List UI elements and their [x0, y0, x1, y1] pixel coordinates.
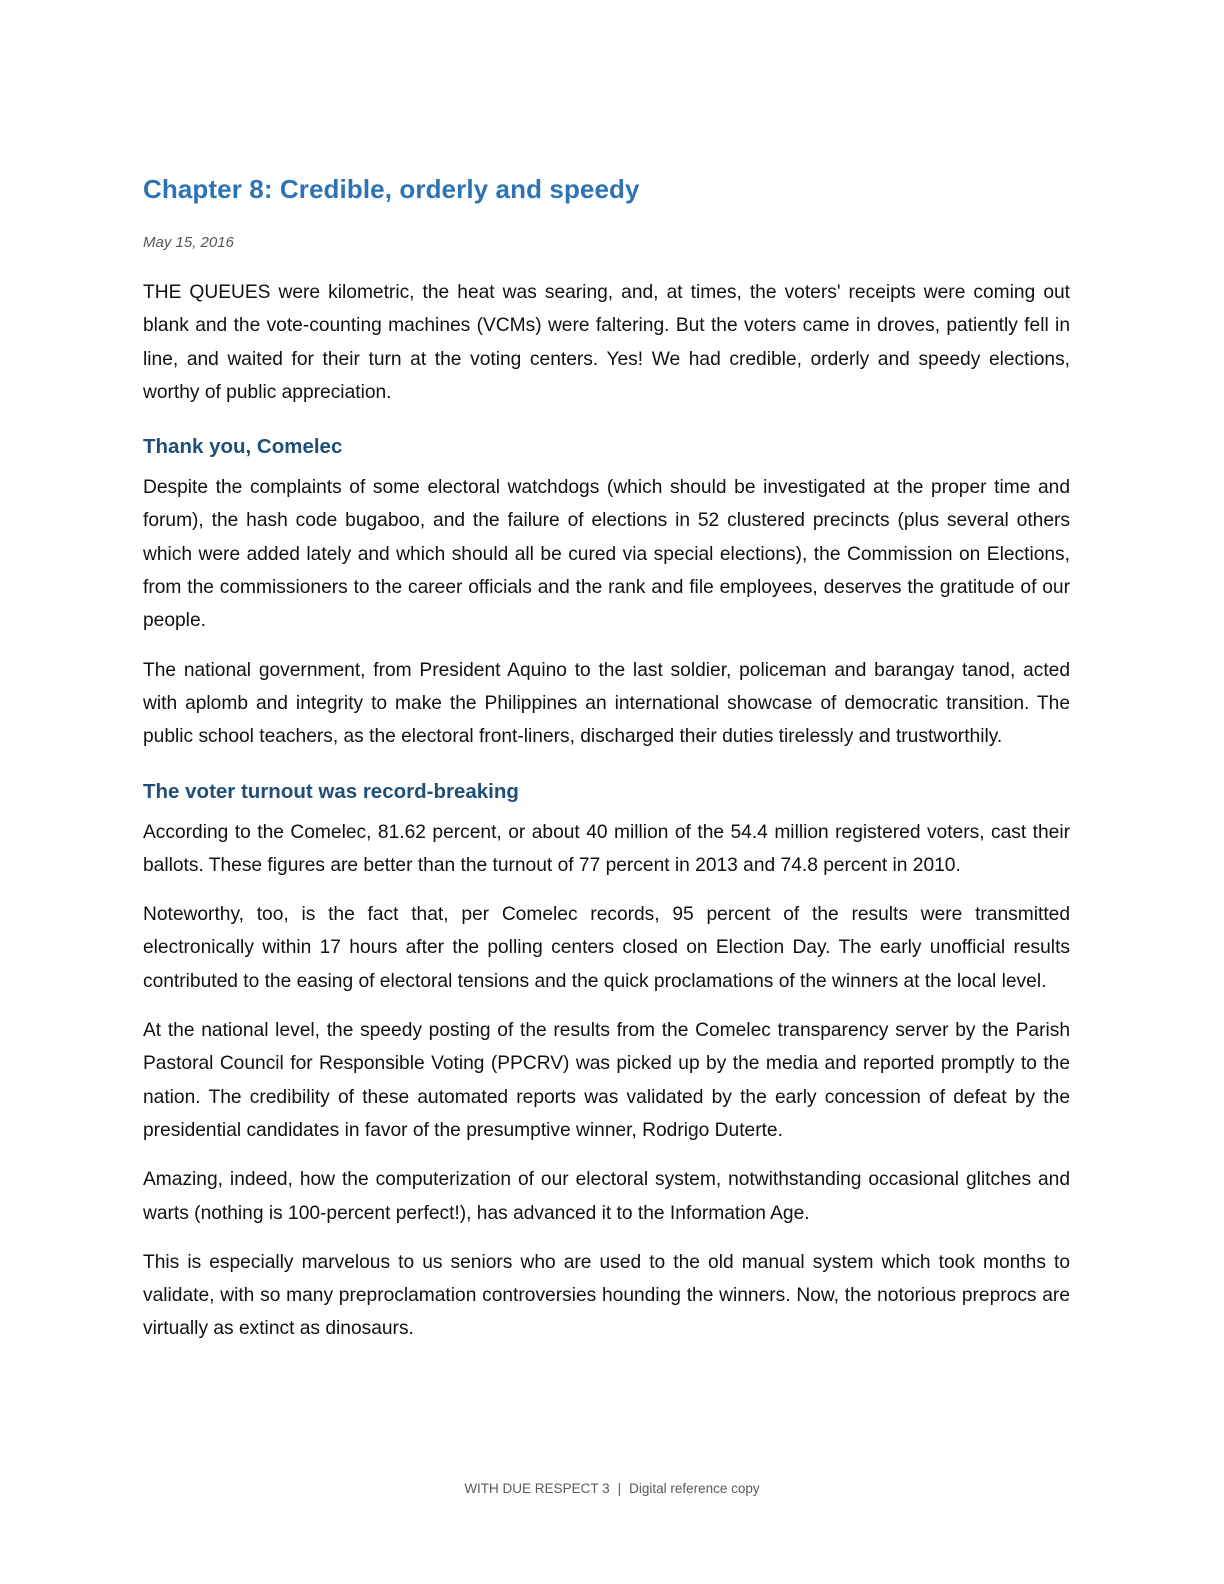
footer-note: Digital reference copy [629, 1481, 760, 1496]
paragraph: Despite the complaints of some electoral watchdogs (which should be investigated at the proper time and forum), the hash code bugaboo, and the failure of elections in 52 clustered precincts (plus several others which were added lately and which should all be cured via special elections), the Commission on Elections, from the commissioners to the career officials and the rank and file employees, deserves the gratitude of our people. [143, 477, 1070, 632]
paragraph: Amazing, indeed, how the computerization of our electoral system, notwithstanding occasional glitches and warts (nothing is 100-percent perfect!), has advanced it to the Information Age. [143, 1169, 1070, 1224]
chapter-title: Chapter 8: Credible, orderly and speedy [143, 174, 640, 204]
paragraph: Noteworthy, too, is the fact that, per Comelec records, 95 percent of the results were transmitted electronically within 17 hours after the polling centers closed on Election Day. The early unofficial results contributed to the easing of electoral tensions and the quick proclamations of the winners at the local level. [143, 904, 1070, 992]
section-heading-thank-you: Thank you, Comelec [143, 435, 343, 459]
section-heading-voter-turnout: The voter turnout was record-breaking [143, 779, 519, 803]
footer-book-title: WITH DUE RESPECT 3 [464, 1481, 610, 1496]
intro-paragraph: THE QUEUES were kilometric, the heat was searing, and, at times, the voters' receipts were coming out blank and the vote-counting machines (VCMs) were faltering. But the voters came in droves, patiently fell in line, and waited for their turn at the voting centers. Yes! We had credible, orderly and speedy elections, worthy of public appreciation. [143, 282, 1070, 403]
paragraph: The national government, from President Aquino to the last soldier, policeman and barangay tanod, acted with aplomb and integrity to make the Philippines an international showcase of democratic transition. The public school teachers, as the electoral front-liners, discharged their duties tirelessly and trustworthily. [143, 659, 1070, 748]
document-body [143, 168, 1070, 1362]
paragraph: At the national level, the speedy posting of the results from the Comelec transparency server by the Parish Pastoral Council for Responsible Voting (PPCRV) was picked up by the media and reported promptly to the nation. The credibility of these automated reports was validated by the early concession of defeat by the presidential candidates in favor of the presumptive winner, Rodrigo Duterte. [143, 1020, 1070, 1141]
paragraph: This is especially marvelous to us seniors who are used to the old manual system which took months to validate, with so many preproclamation controversies hounding the winners. Now, the notorious preprocs are virtually as extinct as dinosaurs. [143, 1251, 1070, 1340]
page-footer [0, 1479, 1224, 1499]
footer-separator: | [617, 1481, 622, 1496]
publication-date: May 15, 2016 [143, 234, 234, 251]
paragraph: According to the Comelec, 81.62 percent, or about 40 million of the 54.4 million registered voters, cast their ballots. These figures are better than the turnout of 77 percent in 2013 and 74.8 percent in 2010. [143, 821, 1070, 876]
